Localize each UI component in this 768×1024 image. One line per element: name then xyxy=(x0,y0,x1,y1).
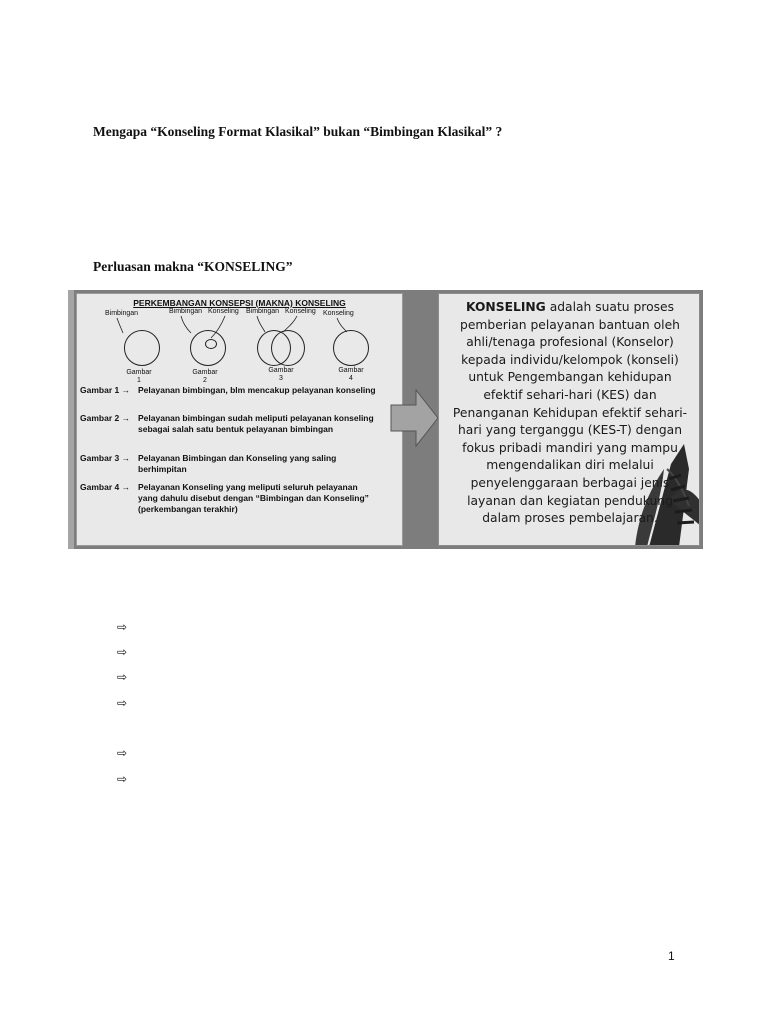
section-heading: Perluasan makna “KONSELING” xyxy=(93,259,293,274)
gambar-3-circle-b xyxy=(271,330,305,366)
description-text: Pelayanan Bimbingan dan Konseling yang saling berhimpitan xyxy=(138,453,337,474)
description-gambar-2 xyxy=(80,413,380,435)
gambar-2-inner-circle xyxy=(205,339,217,349)
description-key: Gambar 2 → xyxy=(80,413,131,423)
figure-edge-strip xyxy=(68,290,74,549)
bullet-arrow-icon: ⇨ xyxy=(117,746,128,760)
question-heading: Mengapa “Konseling Format Klasikal” bukan “Bimbingan Klasikal” ? xyxy=(93,124,503,139)
description-text: Pelayanan bimbingan sudah meliputi pelayanan konseling sebagai salah satu bentuk pelayanan bimbingan xyxy=(138,413,374,434)
label-bimbingan-2: Bimbingan xyxy=(169,308,203,315)
gambar-4-circle xyxy=(333,330,369,366)
bullet-arrow-icon: ⇨ xyxy=(117,772,128,786)
label-konseling-3: Konseling xyxy=(285,308,316,315)
definition-panel xyxy=(438,293,700,546)
right-arrow-icon xyxy=(390,389,440,449)
bullet-arrow-icon: ⇨ xyxy=(117,696,128,710)
label-bimbingan-1: Bimbingan xyxy=(105,310,139,317)
description-key: Gambar 1 → xyxy=(80,385,131,395)
gambar-2-label: Gambar 2 xyxy=(192,369,218,384)
description-gambar-1 xyxy=(80,385,380,396)
description-text: Pelayanan Konseling yang meliputi seluruh pelayanan yang dahulu disebut dengan “Bimbingan dan Konseling” (perkembangan terakhir) xyxy=(138,482,369,514)
gambar-1-label: Gambar 1 xyxy=(126,369,152,384)
term-konseling: KONSELING xyxy=(466,300,546,314)
label-bimbingan-3: Bimbingan xyxy=(246,308,280,315)
definition-body: adalah suatu proses pemberian pelayanan bantuan oleh ahli/tenaga profesional (Konselor) kepada individu/kelompok (konseli) untuk Pengembangan kehidupan efektif sehari-hari (KES) dan Penanganan Kehidupan efektif sehari-hari yang terganggu (KES-T) dengan fokus pribadi mandiri yang mampu mengendalikan diri melalui penyelenggaraan berbagai jenis layanan dan kegiatan pendukung dalam proses pembelajaran. xyxy=(452,300,688,526)
page-number: 1 xyxy=(668,949,675,963)
bullet-arrow-icon: ⇨ xyxy=(117,645,128,659)
label-konseling-4: Konseling xyxy=(323,310,354,317)
description-key: Gambar 4 → xyxy=(80,482,131,492)
gambar-1-circle xyxy=(124,330,160,366)
concept-development-panel xyxy=(76,293,403,546)
gambar-4-label: Gambar 4 xyxy=(338,367,364,382)
description-gambar-4 xyxy=(80,482,380,515)
definition-text xyxy=(447,299,693,528)
bullet-arrow-icon: ⇨ xyxy=(117,620,128,634)
label-konseling-2: Konseling xyxy=(208,308,239,315)
panel-title: PERKEMBANGAN KONSEPSI (MAKNA) KONSELING xyxy=(133,298,346,308)
bullet-arrow-icon: ⇨ xyxy=(117,670,128,684)
description-key: Gambar 3 → xyxy=(80,453,131,463)
description-gambar-3 xyxy=(80,453,380,475)
description-text: Pelayanan bimbingan, blm mencakup pelayanan konseling xyxy=(138,385,376,395)
konseling-figure xyxy=(68,290,703,549)
gambar-3-label: Gambar 3 xyxy=(268,367,294,382)
